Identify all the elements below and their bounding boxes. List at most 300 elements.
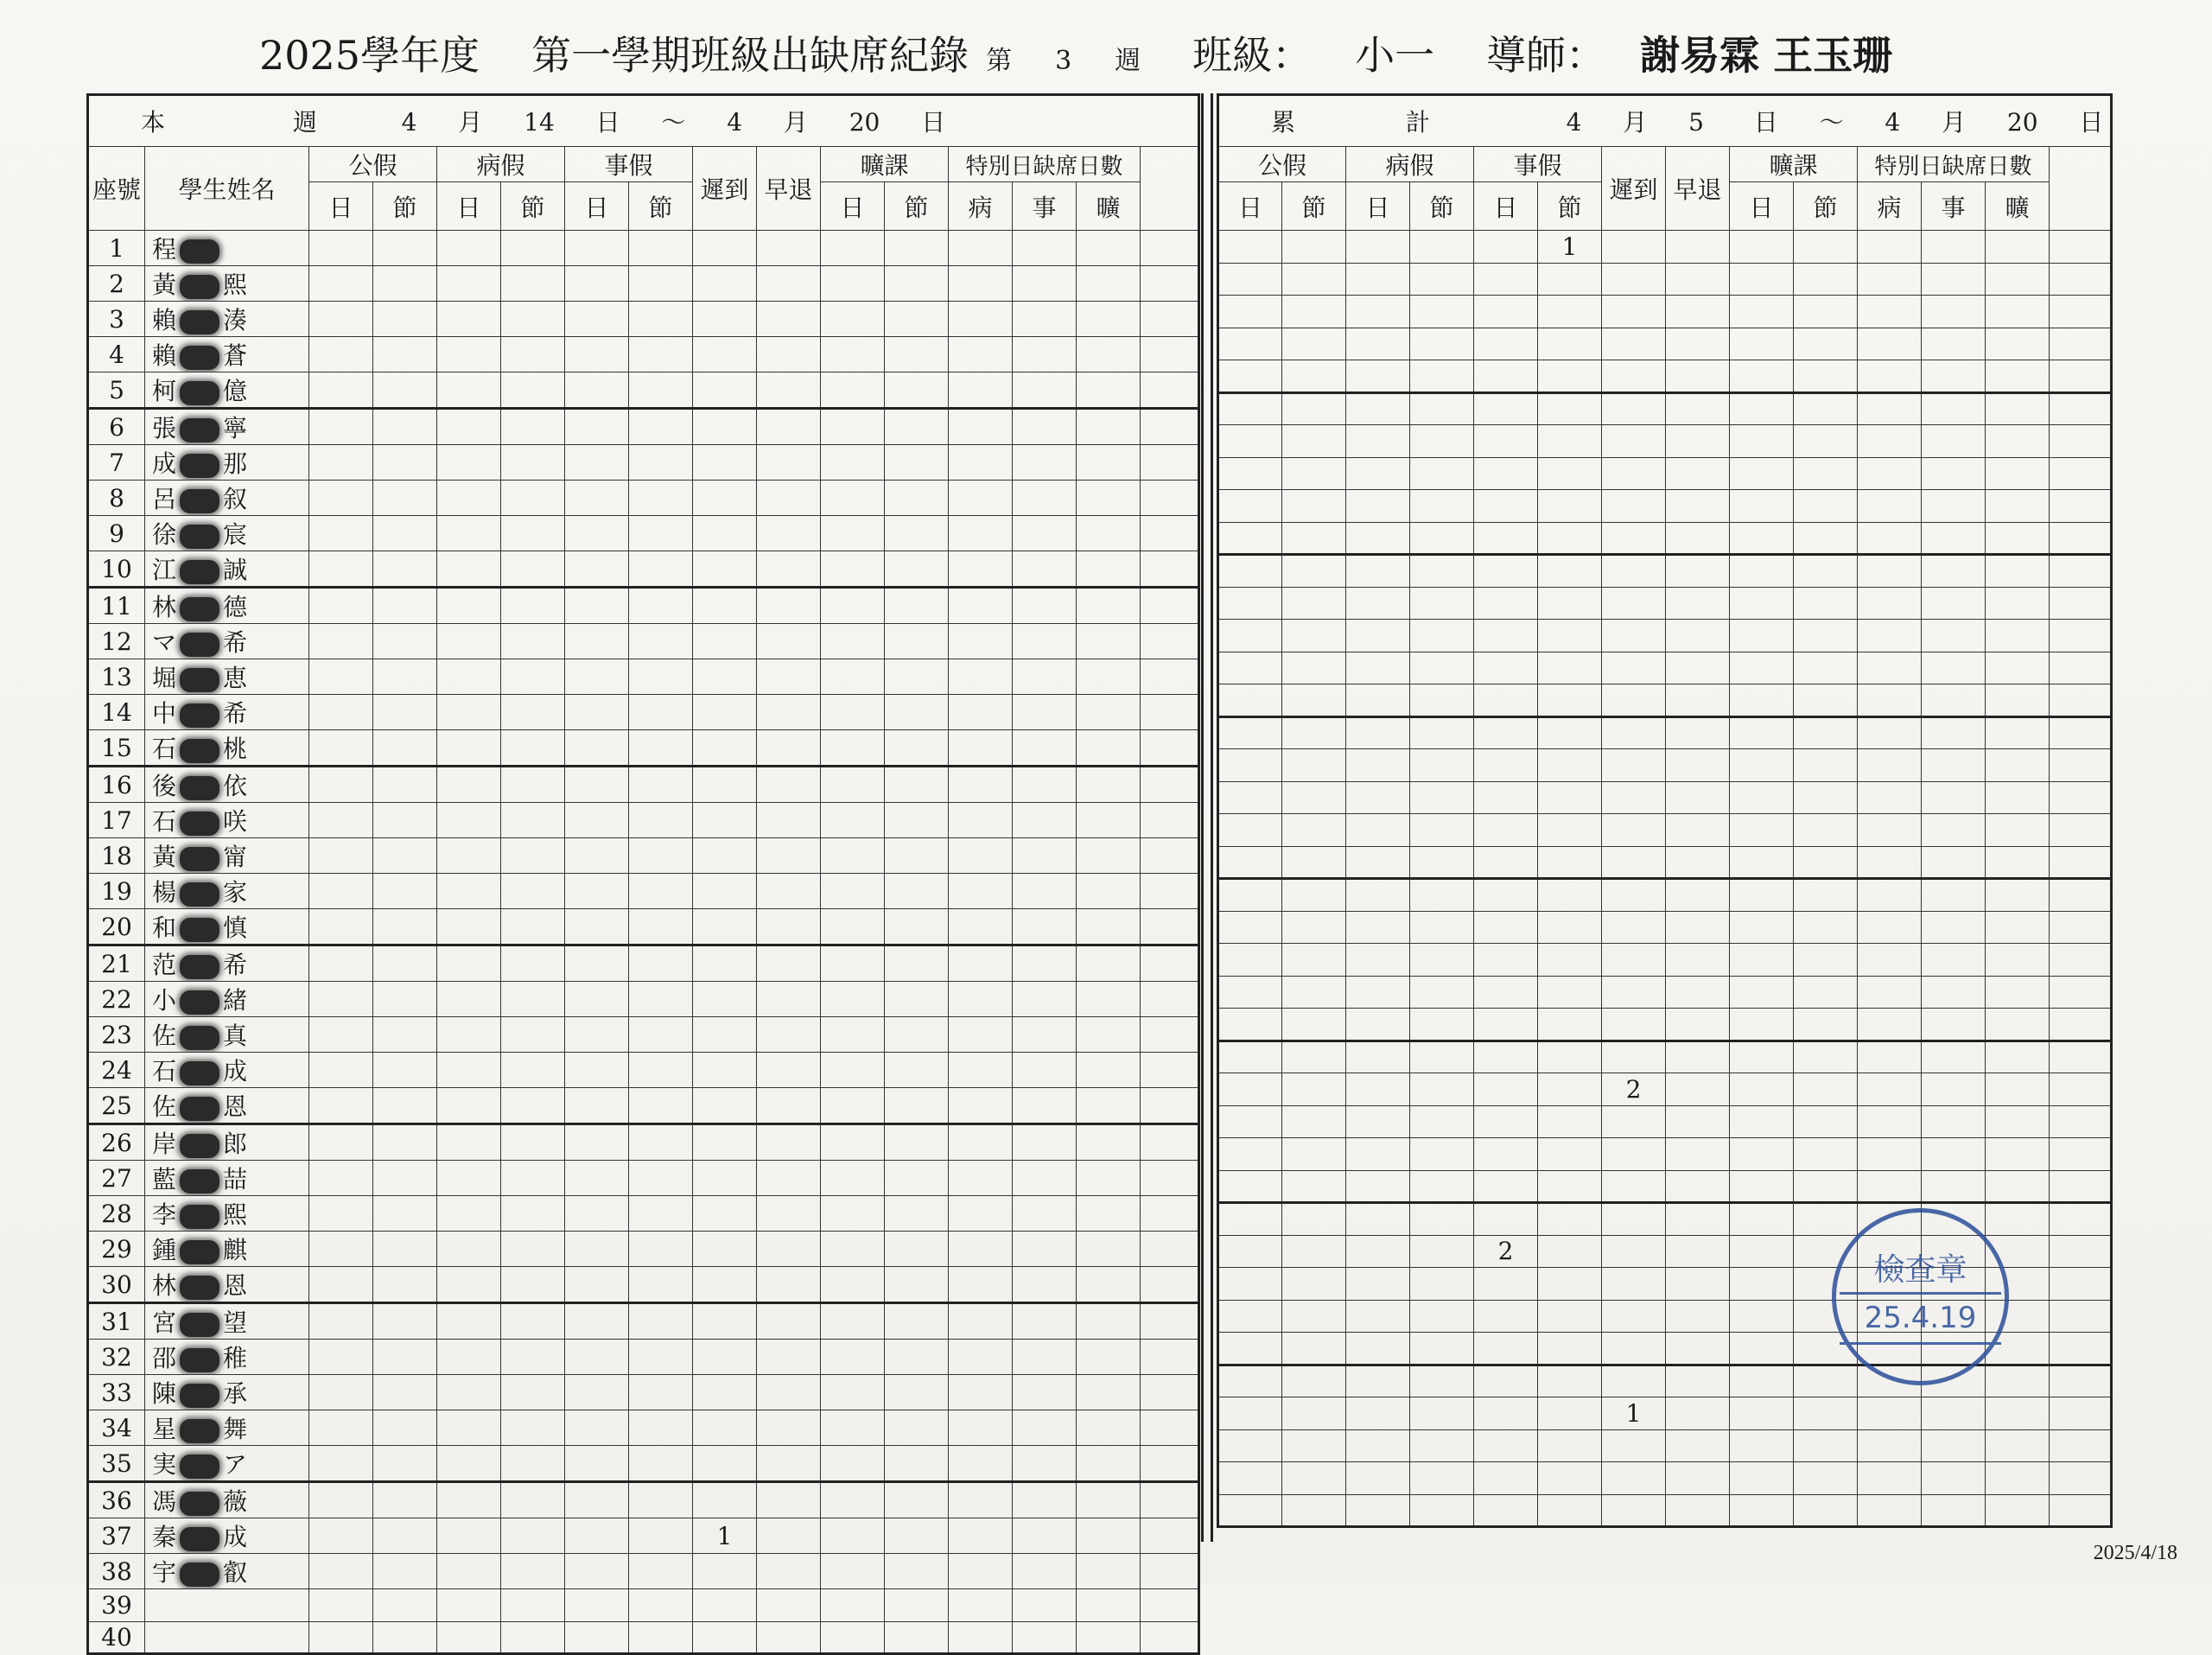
seat-number: 13 xyxy=(88,659,145,695)
cell-truant_period xyxy=(885,1518,949,1554)
cell-official_day xyxy=(309,982,373,1017)
cell-early xyxy=(1666,263,1730,296)
name-first: 徐 xyxy=(152,520,177,549)
name-last: 緒 xyxy=(223,986,248,1015)
cell-truant_period xyxy=(885,231,949,266)
cell-official_day xyxy=(309,695,373,730)
cell-personal_period xyxy=(629,1088,693,1124)
cell-late xyxy=(693,1340,757,1375)
cell-sick_period xyxy=(501,445,565,481)
cell-personal_day xyxy=(565,1053,629,1088)
cell-sp_truant xyxy=(1077,874,1141,909)
cell-official_period xyxy=(373,1482,437,1518)
cell-early xyxy=(1666,587,1730,620)
cell-personal_period xyxy=(1538,1494,1602,1527)
cell-blank xyxy=(1141,481,1199,516)
cell-personal_period xyxy=(629,1053,693,1088)
table-row xyxy=(88,302,1199,337)
cell-sick_period xyxy=(501,1589,565,1622)
cell-early xyxy=(757,1124,821,1161)
table-row xyxy=(88,409,1199,445)
cell-truant_day xyxy=(1730,587,1794,620)
cell-sick_period xyxy=(1410,231,1474,264)
cell-early xyxy=(1666,781,1730,814)
cell-sick_day xyxy=(437,909,501,945)
name-first: 楊 xyxy=(152,878,177,907)
cell-sp_sick xyxy=(1858,976,1922,1009)
cell-late xyxy=(693,516,757,551)
seat-number: 9 xyxy=(88,516,145,551)
cell-blank xyxy=(2050,587,2112,620)
cell-early xyxy=(757,1554,821,1589)
name-last: 德 xyxy=(223,593,248,621)
student-name xyxy=(145,659,309,695)
cell-official_period xyxy=(1282,1462,1346,1495)
cell-sick_day xyxy=(1346,1397,1410,1430)
cell-sp_truant xyxy=(1986,684,2050,717)
cell-official_period xyxy=(1282,976,1346,1009)
cell-official_day xyxy=(1218,652,1282,684)
cell-official_day xyxy=(309,730,373,767)
cell-sp_personal xyxy=(1013,409,1077,445)
cell-official_period xyxy=(1282,1333,1346,1365)
cell-late xyxy=(693,982,757,1017)
cell-sick_period xyxy=(1410,296,1474,328)
seat-number: 4 xyxy=(88,337,145,372)
cell-personal_day xyxy=(565,337,629,372)
redaction-blur xyxy=(180,847,219,871)
name-last: 咲 xyxy=(223,807,248,836)
cell-early xyxy=(757,767,821,803)
cell-early xyxy=(757,695,821,730)
cell-sp_truant xyxy=(1077,838,1141,874)
name-last: 宸 xyxy=(223,520,248,549)
cell-sick_period xyxy=(1410,1365,1474,1397)
cell-official_period xyxy=(1282,425,1346,458)
cell-early xyxy=(757,516,821,551)
cell-truant_period xyxy=(1794,684,1858,717)
cell-sp_truant xyxy=(1077,1554,1141,1589)
cell-sick_day xyxy=(1346,231,1410,264)
cell-sp_sick xyxy=(1858,1429,1922,1462)
cell-blank xyxy=(2050,1105,2112,1138)
cell-sp_truant xyxy=(1986,846,2050,879)
cell-early xyxy=(1666,1105,1730,1138)
cell-truant_day xyxy=(821,1267,885,1303)
cell-official_period xyxy=(1282,1365,1346,1397)
cell-personal_period xyxy=(629,231,693,266)
cell-personal_period xyxy=(629,1621,693,1654)
cell-personal_day xyxy=(565,231,629,266)
cell-truant_day xyxy=(1730,296,1794,328)
cell-truant_period xyxy=(1794,620,1858,652)
cell-official_period xyxy=(1282,1170,1346,1203)
cell-truant_day xyxy=(1730,1397,1794,1430)
cell-official_period xyxy=(373,1124,437,1161)
cell-personal_period xyxy=(629,874,693,909)
cell-sick_day xyxy=(1346,457,1410,490)
cell-blank xyxy=(2050,1268,2112,1301)
sub-period: 節 xyxy=(885,182,949,231)
cell-official_day xyxy=(1218,1073,1282,1106)
cell-sp_personal xyxy=(1922,911,1986,944)
cell-blank xyxy=(1141,1267,1199,1303)
name-first: 佐 xyxy=(152,1022,177,1050)
cell-truant_day xyxy=(821,1621,885,1654)
cell-sick_day xyxy=(437,659,501,695)
cell-sick_day xyxy=(1346,879,1410,912)
redaction-blur xyxy=(180,1169,219,1194)
cell-sp_truant xyxy=(1986,1429,2050,1462)
cell-sp_personal xyxy=(1922,944,1986,977)
redaction-blur xyxy=(180,882,219,907)
cell-truant_period xyxy=(885,659,949,695)
cell-sp_personal xyxy=(1013,909,1077,945)
name-first: 黃 xyxy=(152,271,177,299)
cell-blank xyxy=(1141,1124,1199,1161)
cell-personal_day xyxy=(565,624,629,659)
cell-sp_sick xyxy=(1858,879,1922,912)
cell-blank xyxy=(2050,846,2112,879)
name-first: 馮 xyxy=(152,1487,177,1516)
cell-official_period xyxy=(373,1589,437,1622)
cell-sick_day xyxy=(437,337,501,372)
cell-official_day xyxy=(1218,263,1282,296)
cell-sp_personal xyxy=(1922,1009,1986,1041)
cell-sp_truant xyxy=(1077,945,1141,982)
cell-official_period xyxy=(1282,1397,1346,1430)
table-row xyxy=(1218,392,2112,425)
student-name xyxy=(145,909,309,945)
cell-personal_day xyxy=(565,1621,629,1654)
cell-truant_day xyxy=(1730,231,1794,264)
cell-personal_day xyxy=(1474,587,1538,620)
table-row xyxy=(88,1303,1199,1340)
cell-truant_day xyxy=(1730,620,1794,652)
cell-sp_personal xyxy=(1922,587,1986,620)
cell-truant_day xyxy=(821,1589,885,1622)
cell-personal_period xyxy=(1538,1009,1602,1041)
cell-personal_day: 2 xyxy=(1474,1235,1538,1268)
cell-late xyxy=(693,1017,757,1053)
cell-truant_day xyxy=(1730,1009,1794,1041)
cell-blank xyxy=(2050,1009,2112,1041)
name-last: 家 xyxy=(223,878,248,907)
cell-sp_personal xyxy=(1013,624,1077,659)
cell-sp_sick xyxy=(1858,1138,1922,1171)
cell-sick_period xyxy=(1410,1105,1474,1138)
cell-early xyxy=(1666,1073,1730,1106)
cell-late xyxy=(1602,1105,1666,1138)
cell-personal_period xyxy=(629,1482,693,1518)
cell-personal_period xyxy=(1538,1333,1602,1365)
cell-personal_day xyxy=(1474,360,1538,393)
cell-personal_period xyxy=(629,945,693,982)
table-row xyxy=(1218,976,2112,1009)
cell-truant_period xyxy=(1794,1494,1858,1527)
teacher-names: 謝易霖 王玉珊 xyxy=(1640,32,1893,79)
cell-truant_day xyxy=(1730,684,1794,717)
student-name xyxy=(145,945,309,982)
cell-truant_day xyxy=(821,372,885,409)
seat-number: 30 xyxy=(88,1267,145,1303)
cell-sick_day xyxy=(1346,296,1410,328)
cell-sick_day xyxy=(1346,490,1410,523)
table-row xyxy=(1218,522,2112,555)
end-day: 20 xyxy=(849,108,880,137)
cell-sick_period xyxy=(1410,911,1474,944)
cell-truant_period xyxy=(885,1446,949,1482)
cell-sp_sick xyxy=(949,337,1013,372)
cell-truant_day xyxy=(1730,360,1794,393)
cell-official_period xyxy=(1282,457,1346,490)
cell-blank xyxy=(1141,982,1199,1017)
cell-sick_day xyxy=(437,1088,501,1124)
cell-early xyxy=(757,409,821,445)
redaction-blur xyxy=(180,381,219,405)
cell-personal_period xyxy=(629,1589,693,1622)
cell-sick_period xyxy=(501,1161,565,1196)
name-last: 恵 xyxy=(223,664,248,692)
cell-personal_period xyxy=(1538,652,1602,684)
cell-sick_period xyxy=(1410,1300,1474,1333)
cell-personal_day xyxy=(565,767,629,803)
cell-sick_day xyxy=(1346,1494,1410,1527)
cell-truant_day xyxy=(1730,555,1794,588)
cell-truant_period xyxy=(1794,296,1858,328)
cell-personal_period xyxy=(1538,1138,1602,1171)
cell-blank xyxy=(2050,392,2112,425)
cell-sick_day xyxy=(437,803,501,838)
cell-official_day xyxy=(309,1267,373,1303)
cell-personal_period xyxy=(1538,1073,1602,1106)
cell-sp_personal xyxy=(1013,1446,1077,1482)
cell-sp_personal xyxy=(1013,659,1077,695)
cell-sp_personal xyxy=(1013,588,1077,624)
cell-sick_day xyxy=(437,372,501,409)
cumulative-period-row xyxy=(1218,95,2112,147)
cell-truant_day xyxy=(821,624,885,659)
cell-early xyxy=(757,1088,821,1124)
cell-blank xyxy=(2050,976,2112,1009)
cell-truant_period xyxy=(1794,911,1858,944)
cell-sp_truant xyxy=(1077,231,1141,266)
cell-personal_period xyxy=(629,767,693,803)
cell-official_period xyxy=(373,1017,437,1053)
cell-late xyxy=(1602,522,1666,555)
period-label-2: 週 xyxy=(292,108,317,137)
cell-official_day xyxy=(1218,1041,1282,1073)
cell-blank xyxy=(1141,302,1199,337)
redaction-blur xyxy=(180,739,219,763)
cell-sp_truant xyxy=(1986,457,2050,490)
cell-personal_period xyxy=(1538,1397,1602,1430)
cell-sick_day xyxy=(437,1053,501,1088)
cell-personal_day xyxy=(565,1124,629,1161)
cell-sp_sick xyxy=(949,231,1013,266)
redaction-blur xyxy=(180,346,219,370)
table-row xyxy=(88,481,1199,516)
cell-sp_sick xyxy=(949,302,1013,337)
table-row xyxy=(1218,328,2112,360)
cell-personal_period xyxy=(1538,522,1602,555)
cell-late xyxy=(1602,1462,1666,1495)
cell-sp_sick xyxy=(1858,296,1922,328)
cell-sp_truant xyxy=(1986,879,2050,912)
table-row xyxy=(88,1410,1199,1446)
cell-blank xyxy=(1141,266,1199,302)
cell-late xyxy=(1602,846,1666,879)
name-first: 石 xyxy=(152,735,177,763)
student-name xyxy=(145,1375,309,1410)
cell-truant_period xyxy=(885,409,949,445)
cell-sp_sick xyxy=(949,409,1013,445)
cell-truant_day xyxy=(821,266,885,302)
early-leave-header: 早退 xyxy=(757,147,821,231)
cell-personal_period xyxy=(1538,781,1602,814)
cell-sp_sick xyxy=(949,730,1013,767)
cum-end-day: 20 xyxy=(2006,108,2038,137)
cell-sp_personal xyxy=(1922,425,1986,458)
cell-personal_day xyxy=(1474,976,1538,1009)
cell-official_period xyxy=(1282,716,1346,749)
cum-end-month: 4 xyxy=(1885,108,1901,137)
name-first: 後 xyxy=(152,772,177,800)
cell-sp_truant xyxy=(1077,409,1141,445)
cell-late xyxy=(693,302,757,337)
cell-late xyxy=(1602,1494,1666,1527)
seat-number: 16 xyxy=(88,767,145,803)
cell-sp_personal xyxy=(1013,1267,1077,1303)
cell-sp_truant xyxy=(1986,1462,2050,1495)
table-row xyxy=(1218,1462,2112,1495)
cell-truant_period xyxy=(885,1554,949,1589)
sub-period: 節 xyxy=(1410,182,1474,231)
cell-personal_day xyxy=(1474,781,1538,814)
cell-truant_period xyxy=(885,337,949,372)
cell-blank xyxy=(1141,874,1199,909)
sub-day: 日 xyxy=(1218,182,1282,231)
cell-truant_period xyxy=(885,1410,949,1446)
cell-official_day xyxy=(1218,1429,1282,1462)
cell-sick_period xyxy=(501,551,565,588)
cell-truant_period xyxy=(885,1124,949,1161)
cell-truant_period xyxy=(885,695,949,730)
student-name xyxy=(145,1232,309,1267)
name-last: 桃 xyxy=(223,735,248,763)
cell-truant_period xyxy=(1794,587,1858,620)
table-row xyxy=(88,1554,1199,1589)
cell-sp_personal xyxy=(1013,803,1077,838)
table-row xyxy=(1218,296,2112,328)
cell-sp_truant xyxy=(1077,624,1141,659)
cell-personal_period xyxy=(629,1554,693,1589)
cell-truant_period xyxy=(885,516,949,551)
cell-early xyxy=(1666,1041,1730,1073)
cell-official_day xyxy=(309,1446,373,1482)
cell-early xyxy=(1666,814,1730,847)
cell-late xyxy=(1602,231,1666,264)
cell-blank xyxy=(2050,457,2112,490)
student-name xyxy=(145,730,309,767)
cell-early xyxy=(1666,652,1730,684)
cell-blank xyxy=(1141,1554,1199,1589)
cell-early xyxy=(1666,1009,1730,1041)
cell-late xyxy=(1602,814,1666,847)
cell-early xyxy=(757,1017,821,1053)
cell-sp_personal xyxy=(1013,302,1077,337)
seat-number: 31 xyxy=(88,1303,145,1340)
cell-official_day xyxy=(309,1161,373,1196)
cell-sp_personal xyxy=(1013,1196,1077,1232)
redaction-blur xyxy=(180,597,219,621)
cell-sick_day xyxy=(437,695,501,730)
sub-period: 節 xyxy=(1538,182,1602,231)
cell-official_day xyxy=(1218,587,1282,620)
name-last: 那 xyxy=(223,449,248,478)
cell-personal_day xyxy=(1474,1397,1538,1430)
cell-personal_day xyxy=(565,1518,629,1554)
cell-sp_truant xyxy=(1986,652,2050,684)
cell-official_period xyxy=(1282,490,1346,523)
cell-truant_period xyxy=(885,481,949,516)
cell-late xyxy=(1602,1170,1666,1203)
cell-early xyxy=(757,588,821,624)
cell-late xyxy=(1602,911,1666,944)
student-name xyxy=(145,1053,309,1088)
table-row xyxy=(1218,1429,2112,1462)
cell-sp_sick xyxy=(949,445,1013,481)
cell-early xyxy=(757,372,821,409)
cell-official_day xyxy=(1218,944,1282,977)
cell-blank xyxy=(2050,781,2112,814)
cell-sick_period xyxy=(1410,490,1474,523)
cell-sick_day xyxy=(1346,1429,1410,1462)
cell-sp_sick xyxy=(949,1340,1013,1375)
school-year: 2025學年度 xyxy=(259,32,480,79)
cell-late xyxy=(1602,976,1666,1009)
cell-sick_day xyxy=(437,1589,501,1622)
cell-blank xyxy=(1141,838,1199,874)
cell-sick_period xyxy=(501,982,565,1017)
cell-blank xyxy=(2050,328,2112,360)
cell-official_day xyxy=(1218,879,1282,912)
cell-sp_sick xyxy=(1858,944,1922,977)
cell-sick_day xyxy=(437,1375,501,1410)
period-label-1: 本 xyxy=(141,108,166,137)
cell-sp_sick xyxy=(949,1375,1013,1410)
cell-sp_personal xyxy=(1013,516,1077,551)
cell-personal_period xyxy=(1538,1429,1602,1462)
cell-personal_period xyxy=(629,372,693,409)
cell-personal_day xyxy=(1474,716,1538,749)
cell-official_period xyxy=(1282,879,1346,912)
cum-truant-header: 曠課 xyxy=(1730,147,1858,182)
cell-truant_period xyxy=(885,874,949,909)
student-name xyxy=(145,302,309,337)
name-first: 実 xyxy=(152,1450,177,1479)
sub-day: 日 xyxy=(309,182,373,231)
cell-sick_period xyxy=(501,481,565,516)
cell-sick_period xyxy=(1410,1429,1474,1462)
table-row xyxy=(88,1482,1199,1518)
cell-sick_period xyxy=(501,1375,565,1410)
cell-sick_period xyxy=(1410,263,1474,296)
cell-sick_period xyxy=(1410,587,1474,620)
cell-sick_day xyxy=(437,1621,501,1654)
week-number: 3 xyxy=(1055,46,1072,76)
cell-early xyxy=(757,909,821,945)
